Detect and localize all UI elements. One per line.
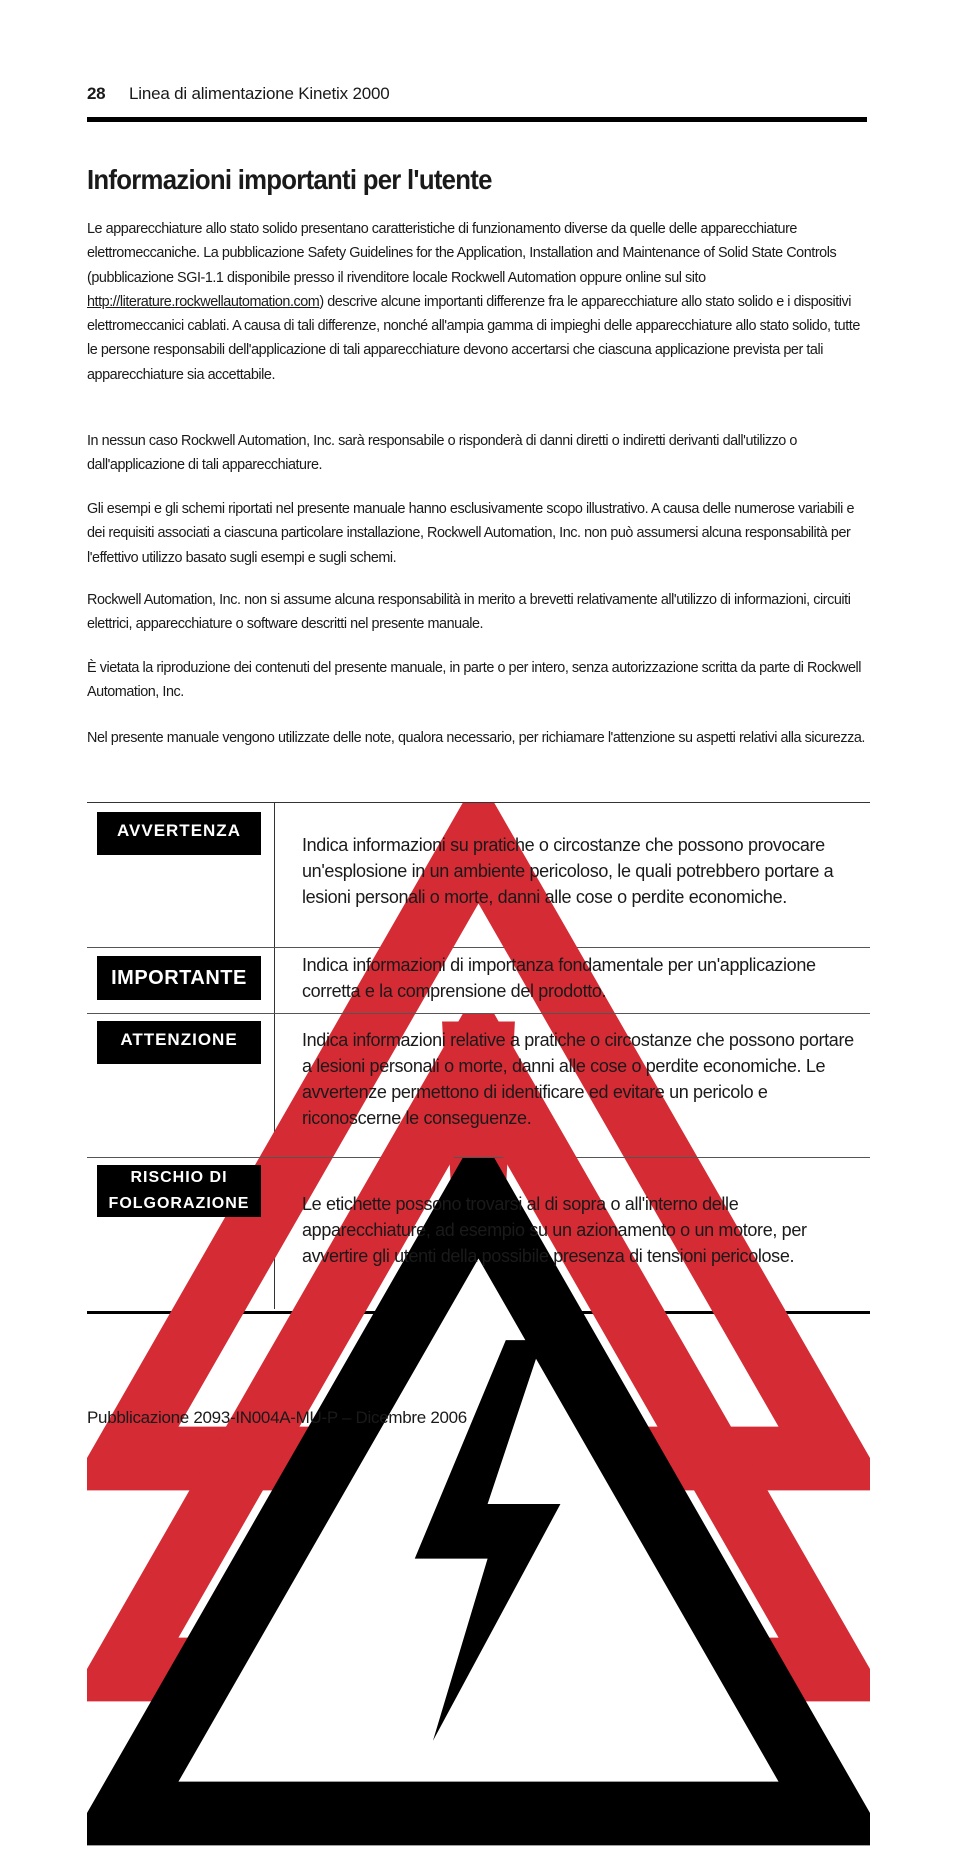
shock-label-line2: FOLGORAZIONE bbox=[108, 1195, 250, 1212]
important-text: Indica informazioni di importanza fondamentale per un'applicazione corretta e la comprensione del prodotto. bbox=[302, 955, 816, 1001]
note-row-important bbox=[87, 948, 870, 1014]
warning-text: Indica informazioni su pratiche o circostanze che possono provocare un'esplosione in un ambiente pericoloso, le quali potrebbero portare a lesioni personali o morte, danni alle cose o perdite economiche. bbox=[302, 835, 834, 907]
publication-footer: Pubblicazione 2093-IN004A-MU-P – Dicembre 2006 bbox=[87, 1408, 467, 1427]
note-row-attention bbox=[87, 1014, 870, 1158]
literature-link[interactable]: http://literature.rockwellautomation.com bbox=[87, 293, 320, 310]
patents-paragraph: Rockwell Automation, Inc. non si assume alcuna responsabilità in merito a brevetti relativamente all'utilizzo di informazioni, circuiti elettrici, apparecchiature o software descritti nel presente manuale. bbox=[87, 592, 851, 633]
running-header-title: Linea di alimentazione Kinetix 2000 bbox=[129, 84, 390, 103]
intro-paragraph bbox=[87, 217, 865, 387]
attention-text: Indica informazioni relative a pratiche o circostanze che possono portare a lesioni personali o morte, danni alle cose o perdite economiche. Le avvertenze permettono di identificare ed evitare un pericolo e riconoscerne le conseguenze. bbox=[302, 1030, 854, 1128]
liability-paragraph: In nessun caso Rockwell Automation, Inc. sarà responsabile o risponderà di danni diretti o indiretti derivanti dall'utilizzo o dall'applicazione di tali apparecchiature. bbox=[87, 433, 797, 474]
shock-hazard-label bbox=[97, 1165, 261, 1217]
examples-paragraph: Gli esempi e gli schemi riportati nel presente manuale hanno esclusivamente scopo illustrativo. A causa delle numerose variabili e dei requisiti associati a ciascuna particolare installazione, Rockwell Automation, Inc. non può assumersi alcuna responsabilità per l'effettivo utilizzo basato sugli esempi e sugli schemi. bbox=[87, 501, 854, 566]
section-title: Informazioni importanti per l'utente bbox=[87, 164, 492, 195]
intro-text-after-link: ) descrive alcune importanti differenze fra le apparecchiature allo stato solido e i dispositivi elettromeccanici cablati. A causa di tali differenze, nonché all'ampia gamma di impieghi delle apparecchiature allo stato solido, tutte le persone responsabili dell'applicazione di tali apparecchiature devono accertarsi che ciascuna applicazione prevista per tali apparecchiature sia accettabile. bbox=[87, 293, 860, 383]
attention-label: ATTENZIONE bbox=[97, 1021, 261, 1064]
important-label: IMPORTANTE bbox=[97, 956, 261, 1000]
note-row-shock bbox=[87, 1158, 870, 1309]
shock-label-line1: RISCHIO DI bbox=[130, 1169, 228, 1186]
safety-notes-table bbox=[87, 802, 870, 1314]
reproduction-paragraph: È vietata la riproduzione dei contenuti del presente manuale, in parte o per intero, senza autorizzazione scritta da parte di Rockwell Automation, Inc. bbox=[87, 660, 862, 701]
note-row-warning bbox=[87, 803, 870, 948]
intro-text-before-link: Le apparecchiature allo stato solido presentano caratteristiche di funzionamento diverse da quelle delle apparecchiature elettromeccaniche. La pubblicazione Safety Guidelines for the Application, Installation and Maintenance of Solid State Controls (pubblicazione SGI-1.1 disponibile presso il rivenditore locale Rockwell Automation oppure online sul sito bbox=[87, 221, 837, 286]
safety-notes-paragraph: Nel presente manuale vengono utilizzate delle note, qualora necessario, per richiamare l'attenzione su aspetti relativi alla sicurezza. bbox=[87, 730, 865, 746]
page-header bbox=[87, 82, 867, 122]
page-number: 28 bbox=[87, 84, 106, 103]
warning-label: AVVERTENZA bbox=[97, 812, 261, 855]
shock-hazard-text: Le etichette possono trovarsi al di sopra o all'interno delle apparecchiature, ad esempio su un azionamento o un motore, per avvertire gli utenti della possibile presenza di tensioni pericolose. bbox=[302, 1194, 807, 1266]
header-rule bbox=[87, 117, 867, 122]
